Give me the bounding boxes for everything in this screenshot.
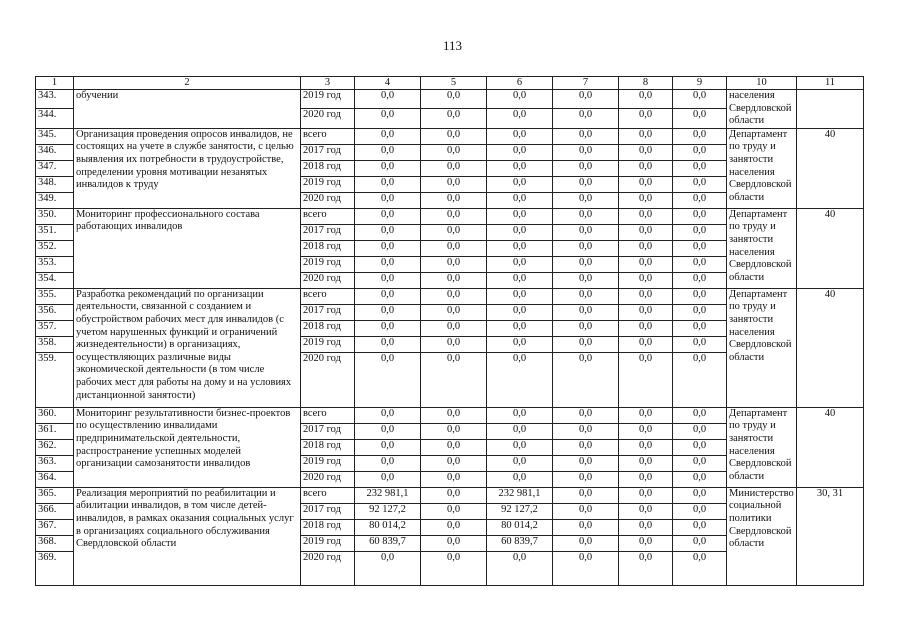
column-number-9: 9 bbox=[673, 77, 727, 90]
period-cell: 2017 год bbox=[301, 144, 355, 160]
amount-cell: 0,0 bbox=[487, 352, 553, 407]
period-cell: всего bbox=[301, 407, 355, 423]
amount-cell: 0,0 bbox=[421, 224, 487, 240]
amount-cell: 0,0 bbox=[673, 109, 727, 128]
amount-cell: 0,0 bbox=[355, 224, 421, 240]
amount-cell: 0,0 bbox=[421, 304, 487, 320]
table-row bbox=[36, 487, 864, 503]
column-number-4: 4 bbox=[355, 77, 421, 90]
amount-cell: 0,0 bbox=[553, 503, 619, 519]
amount-cell: 0,0 bbox=[421, 503, 487, 519]
amount-cell: 0,0 bbox=[421, 288, 487, 304]
target-reference-cell: 40 bbox=[797, 208, 864, 288]
amount-cell: 0,0 bbox=[553, 256, 619, 272]
activity-description: Мониторинг профессионального состава работающих инвалидов bbox=[74, 208, 301, 288]
amount-cell: 0,0 bbox=[673, 240, 727, 256]
amount-cell: 0,0 bbox=[421, 109, 487, 128]
column-number-10: 10 bbox=[727, 77, 797, 90]
amount-cell: 0,0 bbox=[355, 304, 421, 320]
amount-cell: 0,0 bbox=[421, 471, 487, 487]
amount-cell: 0,0 bbox=[553, 240, 619, 256]
amount-cell: 92 127,2 bbox=[487, 503, 553, 519]
amount-cell: 0,0 bbox=[487, 304, 553, 320]
amount-cell: 0,0 bbox=[355, 272, 421, 288]
activity-description: Разработка рекомендаций по организации деятельности, связанной с созданием и обустройством рабочих мест для инвалидов (с учетом нарушенных функций и ограничений жизнедеятельности) в организациях, осуществляющих различные виды экономической деятельности (в том числе рабочих мест для работы на дому и на условиях дистанционной занятости) bbox=[74, 288, 301, 407]
amount-cell: 0,0 bbox=[421, 192, 487, 208]
row-number: 351. bbox=[36, 224, 74, 240]
amount-cell: 0,0 bbox=[673, 144, 727, 160]
amount-cell: 0,0 bbox=[553, 288, 619, 304]
period-cell: 2020 год bbox=[301, 352, 355, 407]
amount-cell: 0,0 bbox=[421, 128, 487, 144]
period-cell: 2017 год bbox=[301, 224, 355, 240]
period-cell: 2017 год bbox=[301, 304, 355, 320]
amount-cell: 0,0 bbox=[673, 208, 727, 224]
amount-cell: 0,0 bbox=[355, 208, 421, 224]
row-number: 363. bbox=[36, 455, 74, 471]
amount-cell: 0,0 bbox=[487, 90, 553, 109]
row-number: 357. bbox=[36, 320, 74, 336]
amount-cell: 0,0 bbox=[487, 336, 553, 352]
amount-cell: 0,0 bbox=[421, 208, 487, 224]
amount-cell: 0,0 bbox=[487, 455, 553, 471]
amount-cell: 0,0 bbox=[487, 240, 553, 256]
amount-cell: 0,0 bbox=[673, 487, 727, 503]
period-cell: 2020 год bbox=[301, 109, 355, 128]
target-reference-cell: 30, 31 bbox=[797, 487, 864, 585]
amount-cell: 0,0 bbox=[673, 471, 727, 487]
amount-cell: 0,0 bbox=[355, 471, 421, 487]
row-number: 353. bbox=[36, 256, 74, 272]
amount-cell: 0,0 bbox=[673, 320, 727, 336]
amount-cell: 0,0 bbox=[673, 423, 727, 439]
amount-cell: 0,0 bbox=[619, 256, 673, 272]
amount-cell: 0,0 bbox=[487, 288, 553, 304]
program-activities-table bbox=[35, 76, 864, 586]
executor-cell: Департамент по труду и занятости населения Свердловской области bbox=[727, 288, 797, 407]
amount-cell: 0,0 bbox=[355, 455, 421, 471]
amount-cell: 0,0 bbox=[487, 160, 553, 176]
amount-cell: 0,0 bbox=[619, 320, 673, 336]
amount-cell: 0,0 bbox=[355, 90, 421, 109]
amount-cell: 0,0 bbox=[553, 176, 619, 192]
row-number: 347. bbox=[36, 160, 74, 176]
row-number: 352. bbox=[36, 240, 74, 256]
column-number-7: 7 bbox=[553, 77, 619, 90]
row-number: 343. bbox=[36, 90, 74, 109]
amount-cell: 0,0 bbox=[673, 192, 727, 208]
period-cell: 2020 год bbox=[301, 471, 355, 487]
amount-cell: 0,0 bbox=[673, 551, 727, 585]
executor-cell: Департамент по труду и занятости населения Свердловской области bbox=[727, 128, 797, 208]
amount-cell: 0,0 bbox=[421, 407, 487, 423]
amount-cell: 0,0 bbox=[553, 439, 619, 455]
executor-cell: Департамент по труду и занятости населения Свердловской области bbox=[727, 208, 797, 288]
column-number-1: 1 bbox=[36, 77, 74, 90]
amount-cell: 0,0 bbox=[487, 471, 553, 487]
amount-cell: 0,0 bbox=[619, 109, 673, 128]
column-number-8: 8 bbox=[619, 77, 673, 90]
period-cell: 2019 год bbox=[301, 90, 355, 109]
amount-cell: 0,0 bbox=[619, 304, 673, 320]
activity-description: обучении bbox=[74, 90, 301, 129]
amount-cell: 0,0 bbox=[355, 320, 421, 336]
amount-cell: 0,0 bbox=[553, 192, 619, 208]
period-cell: всего bbox=[301, 128, 355, 144]
amount-cell: 0,0 bbox=[673, 256, 727, 272]
amount-cell: 0,0 bbox=[619, 551, 673, 585]
amount-cell: 0,0 bbox=[673, 352, 727, 407]
amount-cell: 0,0 bbox=[355, 439, 421, 455]
amount-cell: 0,0 bbox=[619, 471, 673, 487]
amount-cell: 92 127,2 bbox=[355, 503, 421, 519]
amount-cell: 0,0 bbox=[553, 208, 619, 224]
amount-cell: 0,0 bbox=[421, 90, 487, 109]
amount-cell: 80 014,2 bbox=[355, 519, 421, 535]
amount-cell: 0,0 bbox=[673, 128, 727, 144]
amount-cell: 0,0 bbox=[355, 160, 421, 176]
amount-cell: 0,0 bbox=[553, 304, 619, 320]
amount-cell: 0,0 bbox=[355, 192, 421, 208]
period-cell: 2020 год bbox=[301, 192, 355, 208]
amount-cell: 0,0 bbox=[553, 109, 619, 128]
amount-cell: 0,0 bbox=[421, 160, 487, 176]
period-cell: 2019 год bbox=[301, 336, 355, 352]
amount-cell: 0,0 bbox=[553, 423, 619, 439]
amount-cell: 0,0 bbox=[673, 336, 727, 352]
amount-cell: 0,0 bbox=[421, 176, 487, 192]
row-number: 359. bbox=[36, 352, 74, 407]
amount-cell: 0,0 bbox=[619, 439, 673, 455]
amount-cell: 0,0 bbox=[487, 208, 553, 224]
amount-cell: 0,0 bbox=[487, 192, 553, 208]
amount-cell: 0,0 bbox=[553, 455, 619, 471]
row-number: 349. bbox=[36, 192, 74, 208]
period-cell: всего bbox=[301, 208, 355, 224]
column-number-11: 11 bbox=[797, 77, 864, 90]
amount-cell: 0,0 bbox=[487, 551, 553, 585]
amount-cell: 0,0 bbox=[355, 407, 421, 423]
table-row bbox=[36, 288, 864, 304]
amount-cell: 0,0 bbox=[673, 455, 727, 471]
row-number: 362. bbox=[36, 439, 74, 455]
amount-cell: 0,0 bbox=[619, 144, 673, 160]
amount-cell: 232 981,1 bbox=[355, 487, 421, 503]
amount-cell: 0,0 bbox=[619, 160, 673, 176]
executor-cell: Департамент по труду и занятости населения Свердловской области bbox=[727, 407, 797, 487]
row-number: 361. bbox=[36, 423, 74, 439]
row-number: 348. bbox=[36, 176, 74, 192]
column-number-2: 2 bbox=[74, 77, 301, 90]
amount-cell: 0,0 bbox=[673, 224, 727, 240]
period-cell: 2018 год bbox=[301, 320, 355, 336]
amount-cell: 0,0 bbox=[355, 176, 421, 192]
row-number: 365. bbox=[36, 487, 74, 503]
amount-cell: 0,0 bbox=[673, 535, 727, 551]
activity-description: Организация проведения опросов инвалидов, не состоящих на учете в службе занятости, с целью выявления их потребности в трудоустройстве, определении уровня мотивации незанятых инвалидов к труду bbox=[74, 128, 301, 208]
period-cell: 2017 год bbox=[301, 503, 355, 519]
amount-cell: 0,0 bbox=[673, 90, 727, 109]
amount-cell: 0,0 bbox=[421, 423, 487, 439]
amount-cell: 60 839,7 bbox=[355, 535, 421, 551]
amount-cell: 0,0 bbox=[487, 256, 553, 272]
period-cell: 2019 год bbox=[301, 176, 355, 192]
amount-cell: 0,0 bbox=[619, 176, 673, 192]
amount-cell: 0,0 bbox=[619, 336, 673, 352]
table-row bbox=[36, 407, 864, 423]
amount-cell: 0,0 bbox=[673, 503, 727, 519]
amount-cell: 0,0 bbox=[619, 423, 673, 439]
page-number: 113 bbox=[442, 38, 463, 53]
row-number: 366. bbox=[36, 503, 74, 519]
amount-cell: 0,0 bbox=[487, 144, 553, 160]
amount-cell: 0,0 bbox=[619, 535, 673, 551]
amount-cell: 0,0 bbox=[487, 320, 553, 336]
amount-cell: 0,0 bbox=[487, 109, 553, 128]
amount-cell: 232 981,1 bbox=[487, 487, 553, 503]
amount-cell: 0,0 bbox=[619, 192, 673, 208]
period-cell: 2018 год bbox=[301, 519, 355, 535]
row-number: 369. bbox=[36, 551, 74, 585]
amount-cell: 0,0 bbox=[553, 471, 619, 487]
amount-cell: 0,0 bbox=[553, 128, 619, 144]
row-number: 355. bbox=[36, 288, 74, 304]
amount-cell: 0,0 bbox=[355, 288, 421, 304]
period-cell: 2019 год bbox=[301, 455, 355, 471]
amount-cell: 0,0 bbox=[619, 487, 673, 503]
amount-cell: 0,0 bbox=[553, 487, 619, 503]
column-number-row bbox=[36, 77, 864, 90]
amount-cell: 0,0 bbox=[553, 224, 619, 240]
amount-cell: 0,0 bbox=[355, 128, 421, 144]
period-cell: 2020 год bbox=[301, 551, 355, 585]
amount-cell: 0,0 bbox=[553, 320, 619, 336]
period-cell: 2019 год bbox=[301, 256, 355, 272]
amount-cell: 0,0 bbox=[355, 551, 421, 585]
period-cell: 2018 год bbox=[301, 160, 355, 176]
amount-cell: 0,0 bbox=[619, 519, 673, 535]
amount-cell: 0,0 bbox=[553, 352, 619, 407]
row-number: 356. bbox=[36, 304, 74, 320]
amount-cell: 0,0 bbox=[673, 176, 727, 192]
amount-cell: 0,0 bbox=[421, 336, 487, 352]
amount-cell: 0,0 bbox=[355, 423, 421, 439]
amount-cell: 0,0 bbox=[619, 240, 673, 256]
activity-description: Реализация мероприятий по реабилитации и абилитации инвалидов, в том числе детей-инвалидов, в рамках оказания социальных услуг в организациях социального обслуживания Свердловской области bbox=[74, 487, 301, 585]
amount-cell: 0,0 bbox=[355, 336, 421, 352]
column-number-5: 5 bbox=[421, 77, 487, 90]
amount-cell: 0,0 bbox=[553, 519, 619, 535]
amount-cell: 0,0 bbox=[553, 160, 619, 176]
target-reference-cell: 40 bbox=[797, 288, 864, 407]
amount-cell: 0,0 bbox=[421, 144, 487, 160]
amount-cell: 0,0 bbox=[553, 407, 619, 423]
amount-cell: 0,0 bbox=[673, 160, 727, 176]
amount-cell: 0,0 bbox=[487, 176, 553, 192]
table-row bbox=[36, 90, 864, 109]
amount-cell: 0,0 bbox=[421, 320, 487, 336]
column-number-6: 6 bbox=[487, 77, 553, 90]
table-row bbox=[36, 208, 864, 224]
row-number: 367. bbox=[36, 519, 74, 535]
amount-cell: 0,0 bbox=[355, 240, 421, 256]
amount-cell: 0,0 bbox=[553, 144, 619, 160]
amount-cell: 0,0 bbox=[673, 439, 727, 455]
amount-cell: 0,0 bbox=[421, 240, 487, 256]
period-cell: 2019 год bbox=[301, 535, 355, 551]
amount-cell: 0,0 bbox=[421, 272, 487, 288]
amount-cell: 0,0 bbox=[487, 272, 553, 288]
row-number: 364. bbox=[36, 471, 74, 487]
amount-cell: 0,0 bbox=[421, 455, 487, 471]
amount-cell: 0,0 bbox=[487, 224, 553, 240]
amount-cell: 0,0 bbox=[673, 304, 727, 320]
amount-cell: 0,0 bbox=[355, 256, 421, 272]
amount-cell: 0,0 bbox=[619, 90, 673, 109]
column-number-3: 3 bbox=[301, 77, 355, 90]
amount-cell: 0,0 bbox=[355, 109, 421, 128]
period-cell: всего bbox=[301, 487, 355, 503]
amount-cell: 0,0 bbox=[553, 535, 619, 551]
amount-cell: 0,0 bbox=[619, 208, 673, 224]
amount-cell: 80 014,2 bbox=[487, 519, 553, 535]
amount-cell: 0,0 bbox=[673, 272, 727, 288]
target-reference-cell: 40 bbox=[797, 407, 864, 487]
amount-cell: 0,0 bbox=[619, 407, 673, 423]
amount-cell: 0,0 bbox=[487, 128, 553, 144]
row-number: 345. bbox=[36, 128, 74, 144]
amount-cell: 0,0 bbox=[421, 519, 487, 535]
period-cell: 2018 год bbox=[301, 240, 355, 256]
amount-cell: 0,0 bbox=[619, 455, 673, 471]
amount-cell: 0,0 bbox=[553, 90, 619, 109]
amount-cell: 0,0 bbox=[619, 503, 673, 519]
amount-cell: 0,0 bbox=[619, 128, 673, 144]
table-body bbox=[36, 77, 864, 586]
amount-cell: 0,0 bbox=[673, 407, 727, 423]
amount-cell: 0,0 bbox=[421, 439, 487, 455]
row-number: 344. bbox=[36, 109, 74, 128]
amount-cell: 0,0 bbox=[619, 224, 673, 240]
amount-cell: 0,0 bbox=[355, 352, 421, 407]
amount-cell: 0,0 bbox=[421, 551, 487, 585]
amount-cell: 0,0 bbox=[673, 519, 727, 535]
amount-cell: 0,0 bbox=[553, 551, 619, 585]
row-number: 358. bbox=[36, 336, 74, 352]
amount-cell: 0,0 bbox=[421, 352, 487, 407]
amount-cell: 0,0 bbox=[487, 439, 553, 455]
target-reference-cell: 40 bbox=[797, 128, 864, 208]
period-cell: 2017 год bbox=[301, 423, 355, 439]
amount-cell: 0,0 bbox=[619, 288, 673, 304]
table-row bbox=[36, 128, 864, 144]
amount-cell: 0,0 bbox=[421, 487, 487, 503]
amount-cell: 0,0 bbox=[673, 288, 727, 304]
row-number: 360. bbox=[36, 407, 74, 423]
target-reference-cell bbox=[797, 90, 864, 129]
row-number: 368. bbox=[36, 535, 74, 551]
executor-cell: населения Свердловской области bbox=[727, 90, 797, 129]
activity-description: Мониторинг результативности бизнес-проектов по осуществлению инвалидами предпринимательской деятельности, распространение успешных моделей организации самозанятости инвалидов bbox=[74, 407, 301, 487]
amount-cell: 0,0 bbox=[487, 423, 553, 439]
amount-cell: 0,0 bbox=[619, 272, 673, 288]
amount-cell: 0,0 bbox=[421, 256, 487, 272]
amount-cell: 0,0 bbox=[355, 144, 421, 160]
period-cell: 2020 год bbox=[301, 272, 355, 288]
amount-cell: 60 839,7 bbox=[487, 535, 553, 551]
amount-cell: 0,0 bbox=[421, 535, 487, 551]
row-number: 354. bbox=[36, 272, 74, 288]
row-number: 350. bbox=[36, 208, 74, 224]
amount-cell: 0,0 bbox=[619, 352, 673, 407]
period-cell: 2018 год bbox=[301, 439, 355, 455]
amount-cell: 0,0 bbox=[553, 272, 619, 288]
executor-cell: Министерство социальной политики Свердловской области bbox=[727, 487, 797, 585]
period-cell: всего bbox=[301, 288, 355, 304]
amount-cell: 0,0 bbox=[487, 407, 553, 423]
row-number: 346. bbox=[36, 144, 74, 160]
amount-cell: 0,0 bbox=[553, 336, 619, 352]
